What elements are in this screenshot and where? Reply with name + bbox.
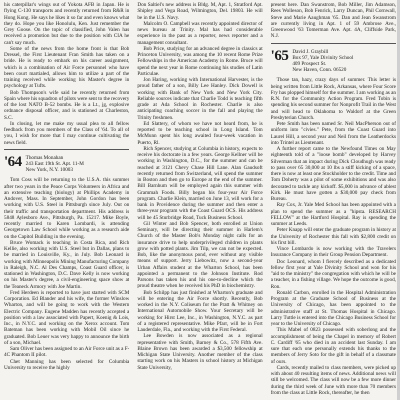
paragraph: Bruce Womack is teaching in Costa Rica, and Rich Kellie, also working with U.S. Steel but in Dallas, plans to be married in Louisville, Ky., in July. Bob Leonard is working with Minneapolis Mining Manufacturing Company in Raleigh, N.C. Al Des Champs, Coast Guard officer, is stationed in Washington, D.C. Dave Kelly is now working on his Master's degree, a civil-engineering space show at the Teaneck Armory with Joe Martin. bbox=[4, 239, 130, 290]
address-line: New Haven, Conn. 06520 bbox=[292, 67, 347, 74]
paragraph: Ray Cox, Jr. Yale Med School has been appointed with a plan to spend the summer as a "hipsta. RESEARCH FELLOW" at the Hartford Hospital. Ray is spending the summer at Leeds. bbox=[270, 202, 396, 228]
paragraph: Chet Manning has been selected for Columbia University to receive the highly bbox=[4, 358, 130, 371]
paragraph: Bob Thompson's wife said he recently returned from Spain where his squadron of pilots were sent to the recovery of the lost NATO B-52 bombs. He is a Lt., jg, explosive ordnance disposal officer, and is stationed at Charleston, S.C. bbox=[4, 89, 130, 121]
paragraph: Don Saltiel's new address is Bldg. M, Apt. 1, Stratford Apt. Shipley and Vega Road, Wilmington, Del. 19803. He will be in the U.S. Navy. bbox=[137, 2, 263, 21]
paragraph: Pete Smith has been named Sr. Neil MacPherson out of uniform into "civies." Pete, from the Coast Guard into Laurel Hill, a second year and Neil from the Leatherdocks into Trintel as Lieutenant. bbox=[270, 121, 396, 146]
class-year: '65 bbox=[270, 47, 289, 64]
paragraph: Malcolm O. Campbell was recently appointed director of news bureau at Trinity. Mal has had considerable experience in the past as a reporter, news reporter and a management consultant. bbox=[137, 20, 263, 46]
paragraph: Peter Knapp will enter the graduate program in history at the University of Rochester this fall with $2,800 credit on his first bill. bbox=[270, 227, 396, 246]
column-left bbox=[4, 2, 129, 400]
paragraph: Those tan, hazy, crazy days of summer. This letter is being written from Little Rock, Arkansas, where Four Score Fry has plopped himself for the summer. I am working as an R.N. for the Community Action Program. Fred Tobin is spending his second summer for Nonprofit Trail in the West and will head to Oklahoma to Waldorf at the Green Presbyterian Church. bbox=[270, 77, 396, 121]
paragraph: Vince Lombardo is now working with the Travelers Insurance Company in their Group Pension Department. bbox=[270, 246, 396, 259]
class-year: '64 bbox=[4, 153, 22, 170]
paragraph: Cards, recently mailed to class members, were picked up with about 40 resulting items of news. Additional news will still be welcomed. The class will now be a few more dinner during the third week of June with more than 70 members from the class at Little Rock, thereafter, he then bbox=[270, 364, 396, 396]
paragraph: Doc Leonard, whom I fiercely described as a dedicated fellow first year at Yale Divinity School and won for his "aid to the ministry" the congregation with which he will be a teacher, in a fishing village. We hope the outcome is good, Ron. bbox=[270, 258, 396, 290]
paragraph: Bob Schilpp has just finished at Wharton's graduate and will be entering the Air Force shortly. Recently, Bob worked in the N.Y. Coliseum for the Pratt & Whitney on International Automobile Show. Your Secretary will be working for Hirst Lee, Inc., in Washington, N.Y.C. as part of a registered representative. Mike Pfarr, will be in Fort Lauderdale, Fla., and working with the First Federal. bbox=[137, 289, 263, 333]
class-header-64 bbox=[4, 155, 129, 174]
paragraph: Jon Haring, working with International Harvester, is the proud father of a son, Billy Lee Hanley. Dick Dowell is working with Bank of New York and New York City. Reliable sources indicate that Charlie Todd is teaching fifth grade at Ada School in Rochester. Charlie is also anticipating coaching soccer in the fall and playing the Trinity freshmen. bbox=[137, 77, 263, 121]
class-secretary-address bbox=[26, 155, 84, 174]
secretary-name: Thomas Monahan bbox=[25, 154, 64, 161]
address-line: Box 97, Yale Divinity School bbox=[292, 54, 354, 61]
paragraph: Rich Spencer, studying at Columbia in history, expects to receive his doctorate in a few years. George Kellner will be working in Washington, D.C., for the summer and can be reached at 3121 Chevy Chase Hill Lane. Alan Gaudsoft recently returned from Switzerland, will spend the summer in Boston and then go to Europe at the end of the summer. Bill Barnhum will be employed again this summer with Grammah Foods. Billy began his four-year Air Force program. Charlie Klein, married on June 13, will work for a bank in Providence during the summer and then enter a three-year program with the Coast Guard OCS. His address will be 45 Sturbridge Road, Tuck Business School. bbox=[137, 145, 263, 221]
class-header-65 bbox=[271, 49, 396, 74]
class-secretary-address bbox=[292, 49, 353, 74]
paragraph: Tom Coss will be returning to the U.S.A. this summer after two years in the Peace Corps Volunteers in Africa and an extensive teaching (biology) at Phillips Academy in Andover, Mass. In September, John Gordon has been working with U.S. Steel in Pittsburgh since July. Out on their traffic and transportation department. His address is 5848 Aylesboro Ave., Pittsburgh, Pa. 15217. Mike Boyle, recently married to Karen Lombardi, is attending Georgetown Law School while working as a research aide on the Capitol Building in the evening. bbox=[4, 177, 130, 240]
paragraph: Some of the news from the home front is that Bob Dressel, the First Lieutenant Fran Smith has taken on a bride. He is ready to embark on his career assignment, which is a combination of Air Force personnel who have been court martialed, allows him to utilize a part of the training received while working his Master's degree in psychology at Tufts. bbox=[4, 45, 130, 90]
section-divider bbox=[4, 149, 129, 150]
section-divider bbox=[271, 43, 396, 44]
paragraph: In closing, let me make my usual plea to all fellow feedback from you members of the Class of '64. To all of you, I wish for more that I may continue cultivating the news field. bbox=[4, 120, 130, 146]
paragraph: This Mabel of 0823 possessed with soberlong and the accomplishment of being the Chapel in memory of Robert C. Cardiff '65 who died in an accident last Sunday. I am sure that each one personally extends his thanks to the members of Jerry Soto for the gift in behalf of a classmate of ours. bbox=[270, 327, 396, 365]
paragraph: Ed Slattery, of whom we have not heard from, he is reported to be teaching school in Long Island. Tom McMunn spent his long awaited four-week vacation in Puerto, Rl. bbox=[137, 120, 263, 146]
paragraph: his caterpillar's wings out of Yokota AFB in Japan. He is flying C-130 transports and recently returned from R&R in Hong Kong. He says he likes it so far and even knows what they do. Hope you like Honolulu, Ken. Just remember the Grey Goose. On the topic of classified, John Valen has received a promotion but due to the position with CIA he can't say much. bbox=[4, 2, 130, 46]
column-middle bbox=[137, 2, 262, 400]
paragraph: present here. Dan Swanstrom, Bob Miller, Jim Adamson, Rees Wolleson, Bob Fenrick, Larry Duncan, Phil Cornwall, Steve and Marie Aaughman '65. Dan and Jean Swanstrom are currently living in Apt. 1 of 59 Ambrose Ave., Greenwood '63 Tomerman Ave. Apt. 4A, Cliffside Park, N.J. bbox=[270, 2, 396, 40]
paragraph: Fred Herdeen is reported to have just started with SCM Corporation. Ed Blander and his wife, the former Winslow Wharton, and will be going to work with the Western Electric Company. Eugene Madden has recently accepted a position with a law associated with Papert, Koenig & Lois, Inc., in N.Y.C. and working on the Xerox account. Tom Bateman has been working with Mobil Oil since he graduated. Bob Leuer was very happy to announce the birth of a son, Michael. bbox=[4, 289, 130, 346]
paragraph: Lee Bowden is now associated as a regional representative with Smith, Barney & Co., 578 Fifth Ave. Blaine Brown has been awarded a $3,500 fellowship at Michigan State University. Another member of the class starting work on his Masters in school history at Michigan State University, bbox=[137, 333, 263, 371]
secretary-name: David J. Graybill bbox=[292, 48, 329, 55]
paragraph: Gil Winter and Bob Spencer, both enrolled at Union Seminary, will be directing their summer in Harlem's Church of the Master Bob's Monday night calls for an insurance drive to help underprivileged children in plants grow with potted plants. Jim Tilp, we can not be expected. Bob, like the anonymous pond, ever without any visible means of support. Jerry Liebowitz, now a second-year Urban Affairs student at the Wharton School, has been appointed a permanent to the Johnson Institute. Rod Parsons has taken his and his one-to-decline which the proud theatre when he received his PhD in biochemistry. bbox=[137, 220, 263, 290]
paragraph: Bob Price, studying for an advanced degree in classics at Princeton University, was among the 10 recent Rome Prize Fellowships in the American Academy in Rome. Bruce will spend the next year in Rome continuing his studies of Latin Particulae. bbox=[137, 45, 263, 77]
address-line: 409 Prospect St. bbox=[292, 60, 327, 67]
column-right bbox=[271, 2, 396, 400]
address-line: 243 East 19th St. Apt. 11-M bbox=[25, 160, 84, 167]
paragraph: A further report came to the Newfound Times on May eighteenth told of a "loose bomb" developed by Harvey Silverman that an impact during Dick Cloudhugh was ready to pass over 65 30,000 at 10 lbs a stiff kicking of a space, there is now at least one Stockholder to the credit. Time and Tom Doherty was a pilot of some exhibitions and was also decorated to tackle any kickoff. $5,000 in advance of ablest Kirk. He must have gotten a $30,000 pay check from Bureau. bbox=[270, 146, 396, 203]
address-line: New York, N.Y. 10003 bbox=[25, 167, 73, 174]
paragraph: Sam Oliver has been assigned to an Air Force unit as a F-4C Phantom II pilot. bbox=[4, 346, 130, 359]
paragraph: Ronald Carbon, enrolled in the Hospital Administration Program at the Graduate School of Business at the University of Chicago, has been appointed to the administrative staff at St. Thomas Hospital in Chicago. Larry Tuttle is entered into the Chicago Business School for year to the University of Chicago. bbox=[270, 289, 396, 328]
